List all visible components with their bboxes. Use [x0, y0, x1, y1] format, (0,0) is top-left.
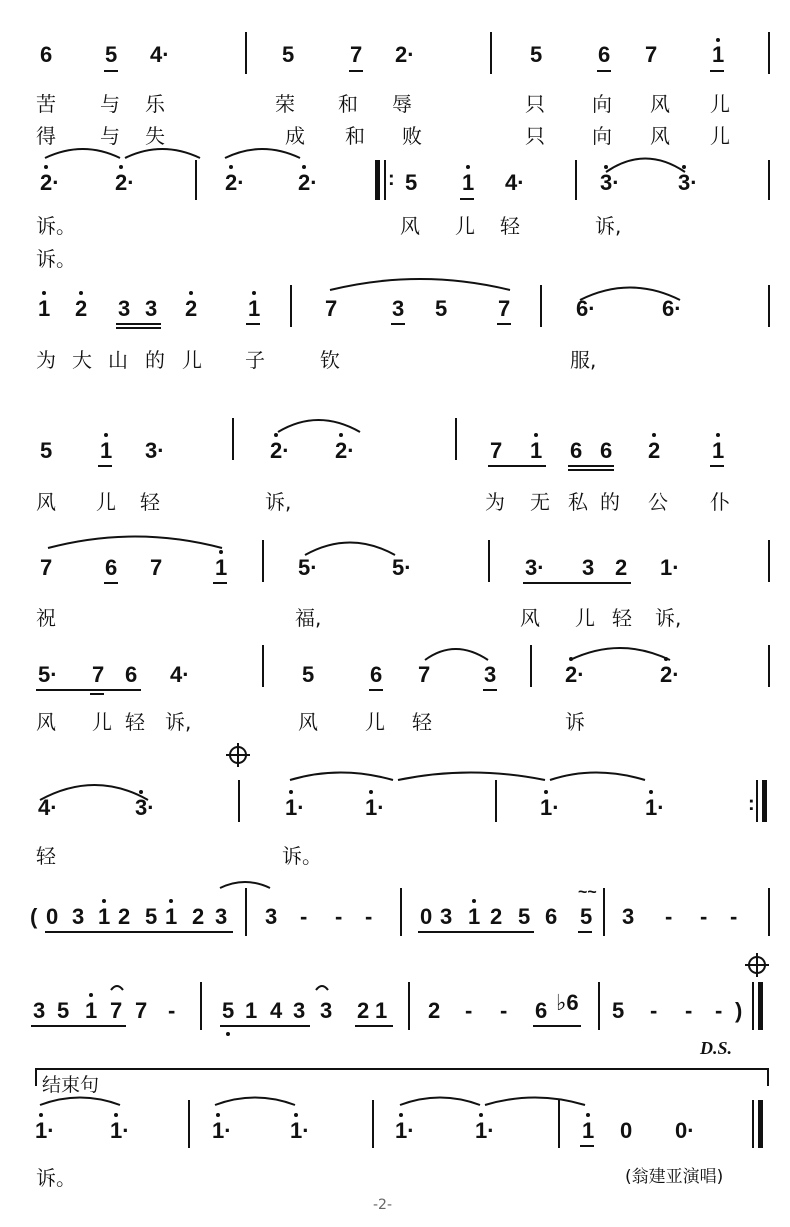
lyric: 公	[648, 490, 668, 514]
note: 5	[282, 42, 295, 67]
lyric: 诉。	[36, 247, 76, 271]
note: 3	[392, 296, 405, 321]
note: 7	[490, 438, 503, 463]
lyric: 私	[568, 490, 588, 514]
note: 7	[110, 998, 123, 1023]
note: 5	[302, 662, 315, 687]
note: -	[500, 998, 508, 1023]
note: 4·	[505, 170, 525, 195]
note: 2	[118, 904, 131, 929]
lyric: 儿	[710, 124, 730, 148]
note: 2	[75, 296, 88, 321]
note: 3	[622, 904, 635, 929]
note: 6·	[576, 296, 596, 321]
note: 5	[40, 438, 53, 463]
lyric: 风	[650, 92, 670, 116]
lyric: 祝	[36, 606, 56, 630]
lyric: 轻	[612, 606, 632, 630]
note: 4·	[38, 795, 58, 820]
note: 3·	[678, 170, 698, 195]
note: 3	[320, 998, 333, 1023]
note: 5	[530, 42, 543, 67]
note: -	[730, 904, 738, 929]
note: 5	[57, 998, 70, 1023]
note: -	[335, 904, 343, 929]
note: -	[715, 998, 723, 1023]
lyric: 败	[402, 124, 422, 148]
note: 2·	[395, 42, 415, 67]
note: 0	[46, 904, 59, 929]
note: 7	[645, 42, 658, 67]
note: 5	[435, 296, 448, 321]
lyric: 诉。	[282, 844, 322, 868]
note: ♭6	[556, 990, 579, 1015]
note: 1	[38, 296, 51, 321]
lyric: 轻	[412, 710, 432, 734]
note: 6	[570, 438, 583, 463]
note: 7	[150, 555, 163, 580]
note: (	[30, 904, 38, 929]
note: 2·	[660, 662, 680, 687]
note: 3·	[145, 438, 165, 463]
lyric: 诉,	[655, 606, 682, 630]
note: 3·	[135, 795, 155, 820]
note: 5	[405, 170, 418, 195]
note: 1	[215, 555, 228, 580]
lyric: 荣	[275, 92, 295, 116]
lyric: 的	[600, 490, 620, 514]
note: -	[665, 904, 673, 929]
note: 5·	[38, 662, 58, 687]
note: 6·	[662, 296, 682, 321]
lyric: 只	[525, 124, 545, 148]
note: 1	[100, 438, 113, 463]
lyric: 儿	[182, 348, 202, 372]
note: 3	[440, 904, 453, 929]
note: 1·	[110, 1118, 130, 1143]
note: 2·	[270, 438, 290, 463]
lyric: 诉	[565, 710, 585, 734]
note: 3	[72, 904, 85, 929]
note: 7	[418, 662, 431, 687]
note: 3	[215, 904, 228, 929]
lyric: 和	[345, 124, 365, 148]
ending-bracket	[35, 1068, 769, 1086]
lyric: 风	[400, 214, 420, 238]
note: 5·	[392, 555, 412, 580]
note: 1·	[395, 1118, 415, 1143]
note: 1	[165, 904, 178, 929]
note: 1	[462, 170, 475, 195]
note: 0·	[675, 1118, 695, 1143]
lyric: 得	[36, 124, 56, 148]
lyric: 钦	[320, 348, 340, 372]
note: 1·	[475, 1118, 495, 1143]
note: 1·	[285, 795, 305, 820]
lyric: 失	[145, 124, 165, 148]
note: 5	[145, 904, 158, 929]
note: 2	[648, 438, 661, 463]
note: -	[365, 904, 373, 929]
note: 3	[582, 555, 595, 580]
note: 5·	[298, 555, 318, 580]
lyric: 和	[338, 92, 358, 116]
lyric: 轻	[500, 214, 520, 238]
note: 6	[105, 555, 118, 580]
note: -	[700, 904, 708, 929]
lyric: 儿	[455, 214, 475, 238]
lyric: 为	[485, 490, 505, 514]
lyric: 苦	[36, 92, 56, 116]
da-segno-marking: D.S.	[700, 1038, 733, 1058]
lyric: 乐	[145, 92, 165, 116]
note: 6	[535, 998, 548, 1023]
note: 7	[498, 296, 511, 321]
note: 5	[612, 998, 625, 1023]
lyric: 子	[245, 348, 265, 372]
lyric: 的	[145, 348, 165, 372]
note: 1	[712, 438, 725, 463]
note: 5	[518, 904, 531, 929]
lyric: 服,	[570, 348, 597, 372]
note: -	[650, 998, 658, 1023]
lyric: 无	[530, 490, 550, 514]
note: 1	[245, 998, 258, 1023]
note: 2	[357, 998, 370, 1023]
note: 1·	[645, 795, 665, 820]
note: 6	[545, 904, 558, 929]
lyric: 儿	[96, 490, 116, 514]
lyric: 成	[285, 124, 305, 148]
note: 7	[350, 42, 363, 67]
lyric: 诉,	[265, 490, 292, 514]
note: 2	[192, 904, 205, 929]
note: 4·	[150, 42, 170, 67]
lyric: 诉,	[165, 710, 192, 734]
note: 5	[222, 998, 235, 1023]
lyric: 福,	[295, 606, 322, 630]
lyric: 儿	[575, 606, 595, 630]
note: 1·	[540, 795, 560, 820]
note: 1	[375, 998, 388, 1023]
note: 2·	[40, 170, 60, 195]
lyric: 只	[525, 92, 545, 116]
note: 1·	[660, 555, 680, 580]
lyric: 风	[36, 490, 56, 514]
note: 1	[85, 998, 98, 1023]
lyric: 风	[298, 710, 318, 734]
lyric: 山	[108, 348, 128, 372]
note: 2·	[565, 662, 585, 687]
note: 2	[490, 904, 503, 929]
note: 1	[712, 42, 725, 67]
note: )	[735, 998, 743, 1023]
note: 6	[598, 42, 611, 67]
note: 2	[185, 296, 198, 321]
note: 1	[530, 438, 543, 463]
page-number: -2-	[373, 1197, 393, 1213]
note: 5	[105, 42, 118, 67]
note: 6	[600, 438, 613, 463]
note: -	[300, 904, 308, 929]
lyric: 大	[72, 348, 92, 372]
lyric: 风	[520, 606, 540, 630]
note: 7	[325, 296, 338, 321]
note: 0	[620, 1118, 633, 1143]
lyric: 为	[36, 348, 56, 372]
sheet-music-page: 6 5 4· 5 7 2· 5 6 7 1 苦 与 乐 荣 和 辱 只 向 风 儿 得 与 失 成 和 败 只 向 风 儿 2· 2· 2· 2· : 5 1 4· 3· 3· 诉。 风 儿 轻 诉, 诉。 1 2 3 3 2 1 7 3 5 7 6· 6· 为 大 山 的 儿 子 钦 服, 5 1 3· 2· 2· 7 1 6 6 2 1 风 儿 轻 诉, 为 无 私 的 公 仆 7 6 7 1 5· 5· 3· 3 2 1· 祝 福, 风 儿 轻 诉, 5· 7 6 4· 5 6 7 3 2· 2· 风 儿 轻 诉, 风 儿 轻 诉 4· 3· 1· 1· 1· 1· : 轻 诉。 ( 0 3 1 2 5 1 2 3 3 - - - 0 3 1 2 5 6 5 ~~ 3 - - - 3 5 1 7 7 - 5 1 4 3 3 2 1 2 - - 6 ♭6 5 - - - ) D.S. 结束句 1· 1· 1· 1· 1· 1· 1 0 0· 诉。 (翁建亚演唱) -2-	[0, 0, 790, 1227]
note: 3·	[525, 555, 545, 580]
note: -	[465, 998, 473, 1023]
note: 2·	[115, 170, 135, 195]
lyric: 轻	[140, 490, 160, 514]
note: 1	[582, 1118, 595, 1143]
note: 2·	[298, 170, 318, 195]
note: 3	[145, 296, 158, 321]
note: 1	[248, 296, 261, 321]
note: 1	[98, 904, 111, 929]
note: 4	[270, 998, 283, 1023]
lyric: 轻	[36, 844, 56, 868]
note: 1·	[212, 1118, 232, 1143]
lyric: 风	[650, 124, 670, 148]
note: 3	[118, 296, 131, 321]
note: 3	[293, 998, 306, 1023]
lyric: 仆	[710, 490, 730, 514]
note: 3	[484, 662, 497, 687]
note: -	[168, 998, 176, 1023]
lyric: 向	[592, 92, 612, 116]
lyric: 儿	[92, 710, 112, 734]
lyric: 与	[100, 124, 120, 148]
note: -	[685, 998, 693, 1023]
lyric: 诉,	[595, 214, 622, 238]
lyric: 向	[592, 124, 612, 148]
note: 2	[428, 998, 441, 1023]
note: 2·	[335, 438, 355, 463]
note: 3	[265, 904, 278, 929]
lyric: 风	[36, 710, 56, 734]
lyric: 与	[100, 92, 120, 116]
note: 2	[615, 555, 628, 580]
note: 2·	[225, 170, 245, 195]
note: 7	[135, 998, 148, 1023]
lyric: 轻	[125, 710, 145, 734]
section-label: 结束句	[42, 1074, 100, 1096]
lyric: 儿	[365, 710, 385, 734]
lyric: 儿	[710, 92, 730, 116]
note: 6	[125, 662, 138, 687]
note: 0	[420, 904, 433, 929]
note: 7	[40, 555, 53, 580]
note: 4·	[170, 662, 190, 687]
note: 1	[468, 904, 481, 929]
note: 1·	[35, 1118, 55, 1143]
lyric: 诉。	[36, 1166, 76, 1190]
note: 1·	[290, 1118, 310, 1143]
note: 1·	[365, 795, 385, 820]
lyric: 辱	[392, 92, 412, 116]
note: 6	[40, 42, 53, 67]
note: 7	[92, 662, 105, 687]
lyric: 诉。	[36, 214, 76, 238]
note: 3·	[600, 170, 620, 195]
note: 6	[370, 662, 383, 687]
note: 5	[580, 904, 593, 929]
note: 3	[33, 998, 46, 1023]
performer-credit: (翁建亚演唱)	[625, 1167, 724, 1187]
